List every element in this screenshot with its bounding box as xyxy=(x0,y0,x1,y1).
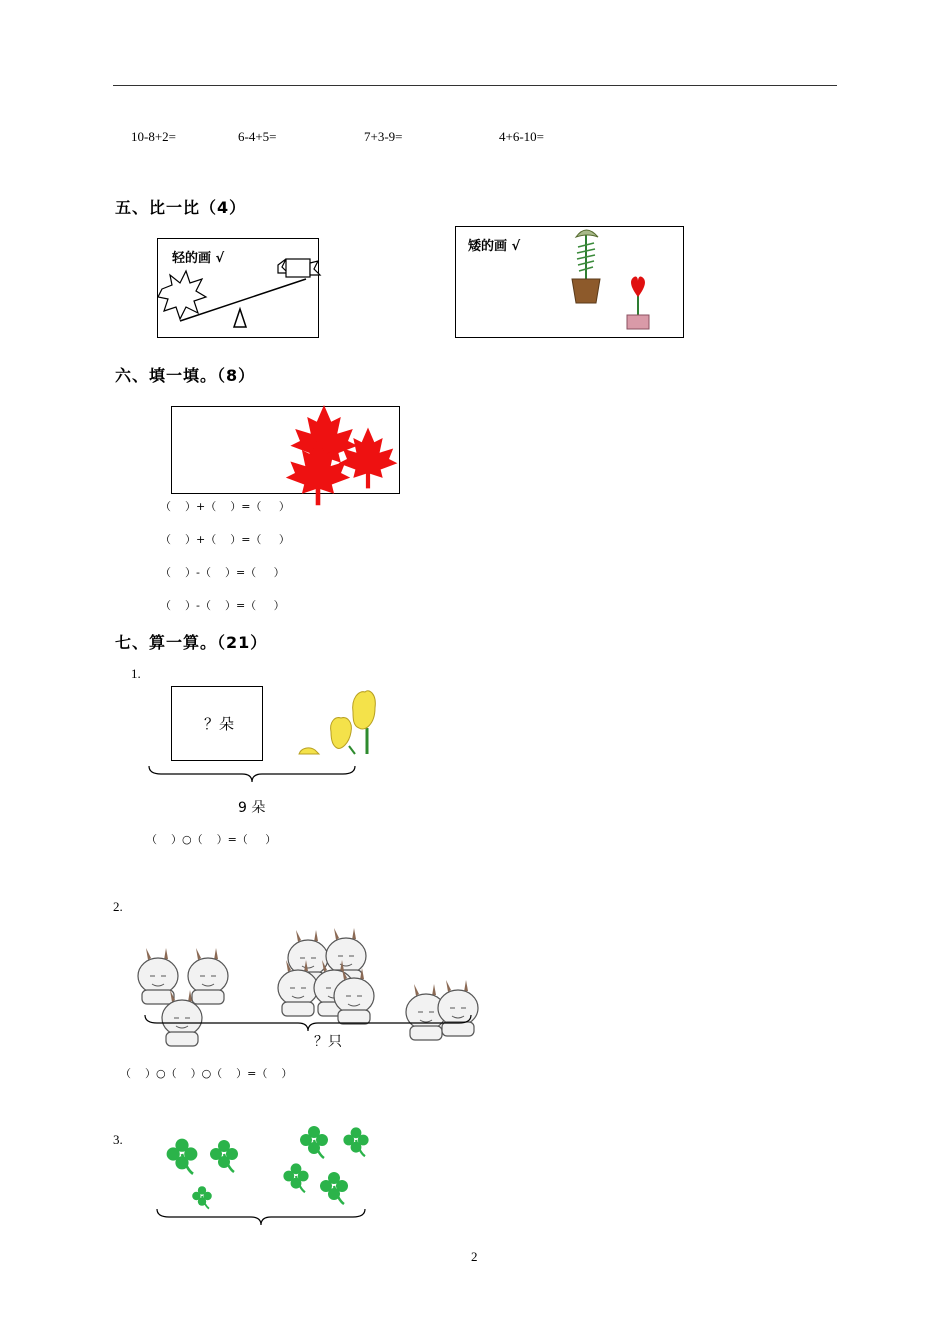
clovers-illustration xyxy=(160,1120,390,1210)
maple-leaves-box xyxy=(171,406,400,494)
total-flowers-brace xyxy=(147,764,357,786)
fill-line-4[interactable]: （ ）-（ ）=（ ） xyxy=(160,599,285,612)
total-flowers-label: 9 朵 xyxy=(238,800,266,816)
q1-number: 1. xyxy=(131,666,141,681)
equation-4: 4+6-10= xyxy=(499,129,544,144)
section7-heading: 七、算一算。（21） xyxy=(115,633,268,652)
compare-short-box xyxy=(455,226,684,338)
unknown-flowers-box xyxy=(171,686,263,761)
page-number: 2 xyxy=(471,1249,478,1264)
fill-line-2[interactable]: （ ）+（ ）=（ ） xyxy=(160,533,290,546)
section5-heading: 五、比一比（4） xyxy=(115,198,247,217)
equation-2: 6-4+5= xyxy=(238,129,277,144)
q1-answer-line[interactable]: （ ）○（ ）=（ ） xyxy=(146,833,277,846)
compare-light-box xyxy=(157,238,319,338)
q2-answer-line[interactable]: （ ）○（ ）○（ ）=（ ） xyxy=(120,1067,293,1080)
total-rabbits-brace xyxy=(143,1013,473,1035)
equation-1: 10-8+2= xyxy=(131,129,176,144)
maple-leaves-illustration xyxy=(172,407,401,495)
section6-heading: 六、填一填。（8） xyxy=(115,366,256,385)
q2-number: 2. xyxy=(113,899,123,914)
clovers-brace xyxy=(155,1207,367,1229)
compare-light-label: 轻的画 √ xyxy=(172,251,225,266)
potted-plants-illustration xyxy=(456,227,685,339)
fill-line-3[interactable]: （ ）-（ ）=（ ） xyxy=(160,566,285,579)
compare-short-label: 矮的画 √ xyxy=(468,239,521,254)
unknown-flowers-label: ？朵 xyxy=(204,715,235,733)
total-rabbits-label: ？只 xyxy=(314,1034,342,1050)
header-rule xyxy=(113,85,837,86)
q3-number: 3. xyxy=(113,1132,123,1147)
fill-line-1[interactable]: （ ）+（ ）=（ ） xyxy=(160,500,290,513)
equation-3: 7+3-9= xyxy=(364,129,403,144)
seesaw-illustration xyxy=(158,239,320,339)
tulips-illustration xyxy=(295,688,385,758)
